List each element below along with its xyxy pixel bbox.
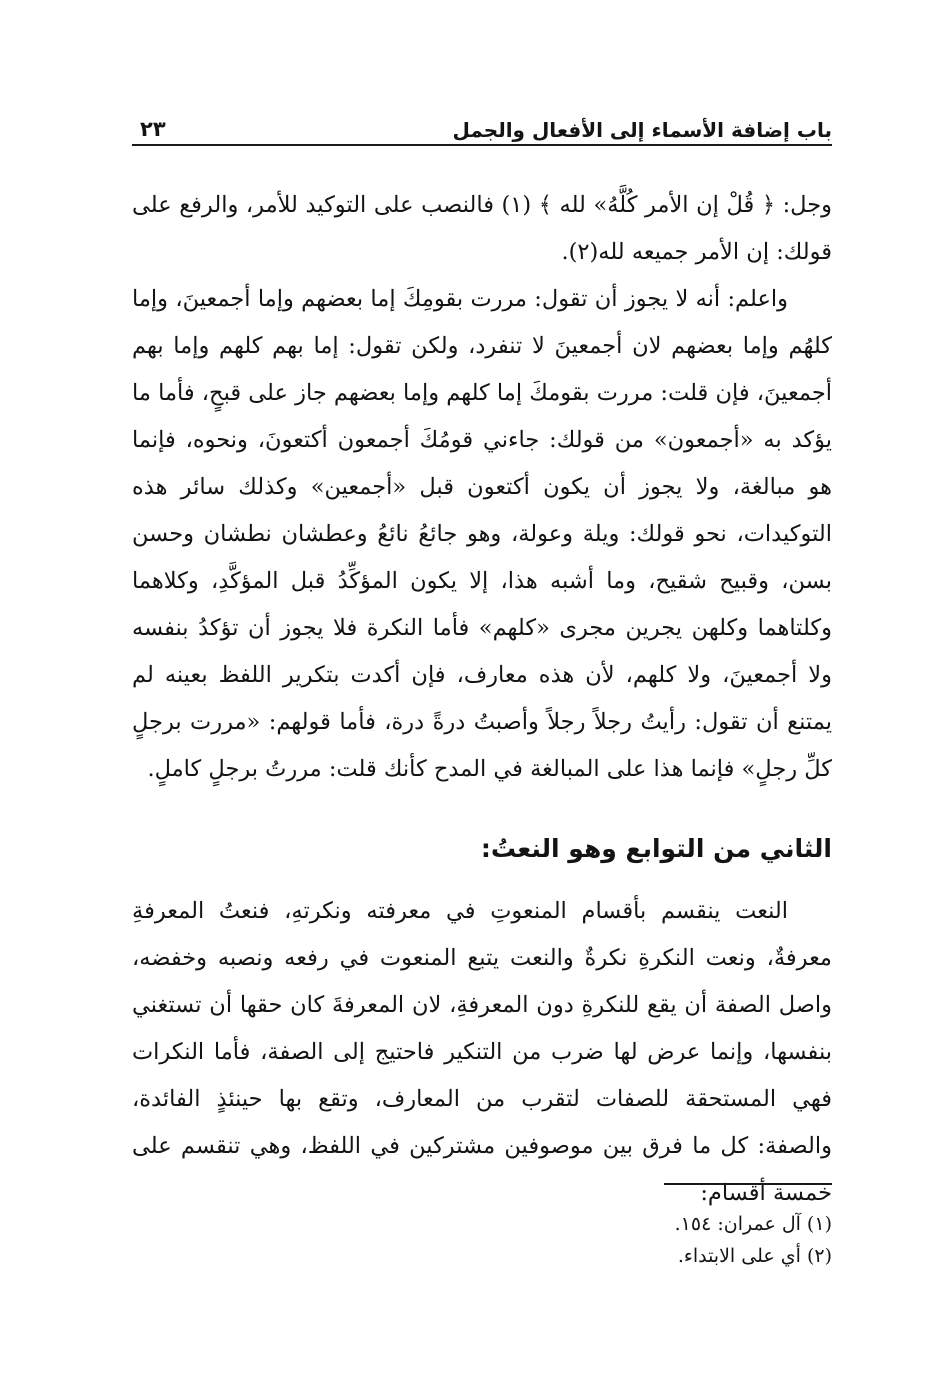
chapter-title: باب إضافة الأسماء إلى الأفعال والجمل bbox=[452, 118, 832, 142]
body-text bbox=[132, 182, 832, 1217]
footnote-divider bbox=[664, 1183, 832, 1185]
paragraph: واعلم: أنه لا يجوز أن تقول: مررت بقومِكَ إما بعضهم وإما أجمعينَ، وإما كلهُم وإما بعضهم لان أجمعينَ لا تنفرد، ولكن تقول: إما بهم كلهم وإما بهم أجمعينَ، فإن قلت: مررت بقومكَ إما كلهم وإما بعضهم جاز على قبحٍ، فأما ما يؤكد به «أجمعون» من قولك: جاءني قومُكَ أجمعون أكتعونَ، ونحوه، فإنما هو مبالغة، ولا يجوز أن يكون أكتعون قبل «أجمعين» وكذلك سائر هذه التوكيدات، نحو قولك: ويلة وعولة، وهو جائعُ نائعُ وعطشان نطشان وحسن بسن، وقبيح شقيح، وما أشبه هذا، إلا يكون المؤكِّدُ قبل المؤكَّدِ، وكلاهما وكلتاهما وكلهن يجرين مجرى «كلهم» فأما النكرة فلا يجوز أن تؤكدُ بنفسه ولا أجمعينَ، ولا كلهم، لأن هذه معارف، فإن أكدت بتكرير اللفظ بعينه لم يمتنع أن تقول: رأيتُ رجلاً رجلاً وأصبتُ درةً درة، فأما قولهم: «مررت برجلٍ كلِّ رجلٍ» فإنما هذا على المبالغة في المدح كأنك قلت: مررتُ برجلٍ كاملٍ. bbox=[132, 286, 832, 782]
book-page bbox=[132, 108, 832, 1368]
footnotes bbox=[132, 1208, 832, 1272]
paragraph: النعت ينقسم بأقسام المنعوتِ في معرفته ونكرتهِ، فنعتُ المعرفةِ معرفةٌ، ونعت النكرةِ نكرةٌ والنعت يتبع المنعوت في رفعه ونصبه وخفضه، واصل الصفة أن يقع للنكرةِ دون المعرفةِ، لان المعرفةَ كان حقها أن تستغني بنفسها، وإنما عرض لها ضرب من التنكير فاحتيج إلى الصفة، فأما النكرات فهي المستحقة للصفات لتقرب من المعارف، وتقع بها حينئذٍ الفائدة، والصفة: كل ما فرق بين موصوفين مشتركين في اللفظ، وهي تنقسم على خمسة أقسام: bbox=[132, 897, 832, 1206]
page-number: ٢٣ bbox=[140, 117, 166, 141]
running-header bbox=[132, 108, 832, 146]
paragraph: وجل: ﴿ قُلْ إن الأمر كُلَّهُ» لله ﴾ (١) فالنصب على التوكيد للأمر، والرفع على قولك: إن الأمر جميعه لله(٢). bbox=[132, 192, 832, 265]
section-heading: الثاني من التوابع وهو النعتُ: bbox=[480, 834, 832, 863]
footnote: (١) آل عمران: ١٥٤. bbox=[674, 1213, 832, 1235]
footnote: (٢) أي على الابتداء. bbox=[677, 1245, 832, 1267]
